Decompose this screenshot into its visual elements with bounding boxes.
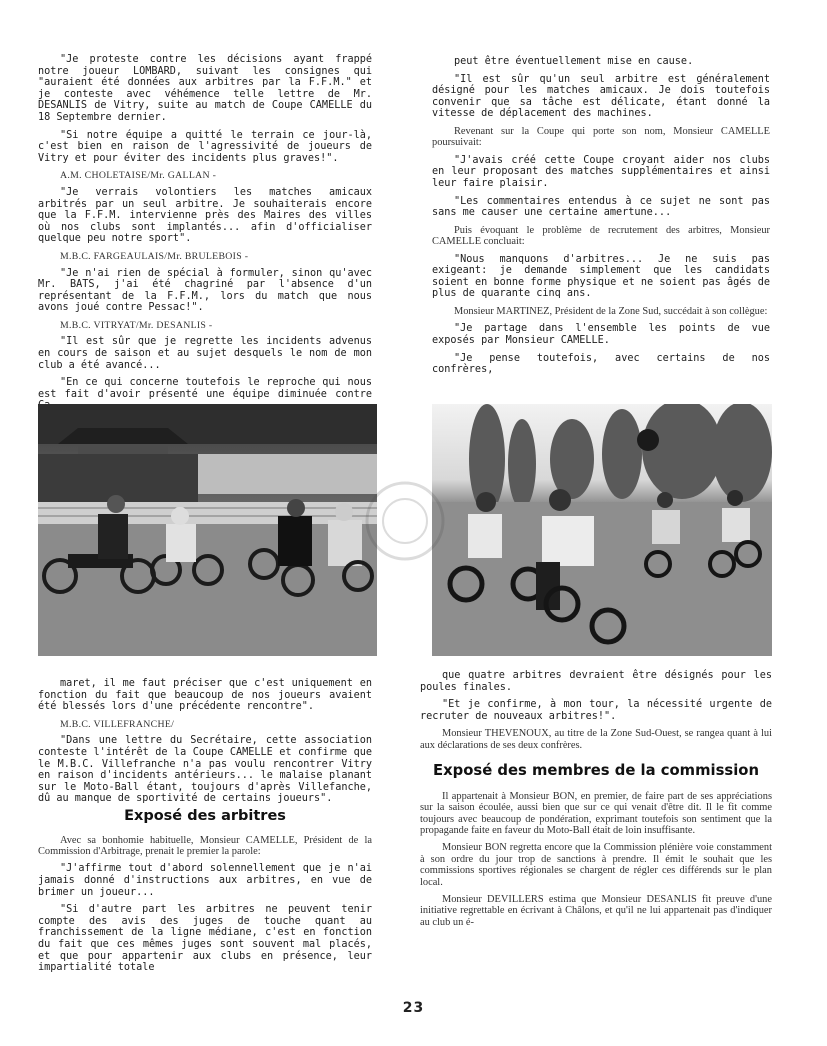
motoball-photo-right (432, 404, 772, 656)
narrative-paragraph: Revenant sur la Coupe qui porte son nom, Monsieur CAMELLE poursuivait: (432, 125, 770, 149)
club-name-label: M.B.C. FARGEAULAIS/Mr. BRULEBOIS - (60, 250, 249, 262)
quote-paragraph: "J'avais créé cette Coupe croyant aider nos clubs en leur proposant des matches supplémentaires et ainsi leur faire plaisir. (432, 154, 770, 189)
quote-paragraph: "J'affirme tout d'abord solennellement que je n'ai jamais donné d'instructions aux arbitres, en vue de brimer un joueur... (38, 863, 372, 898)
narrative-paragraph: Monsieur DEVILLERS estima que Monsieur DESANLIS fit preuve d'une initiative regrettable en écrivant à Châlons, et qu'il ne lui appartenait pas d'indiquer au club un é- (420, 894, 772, 928)
quote-paragraph: "Si notre équipe a quitté le terrain ce jour-là, c'est bien en raison de l'agressivité de joueurs de Vitry et pour éviter des incidents plus graves!". (38, 129, 372, 164)
quote-paragraph: "En ce qui concerne toutefois le reproche qui nous est fait d'avoir présenté une équipe diminuée contre (38, 377, 372, 400)
quote-paragraph: peut être éventuellement mise en cause. (454, 56, 694, 67)
quote-paragraph: "Et je confirme, à mon tour, la nécessité urgente de recruter de nouveaux arbitres!". (420, 699, 772, 722)
narrative-paragraph: Monsieur THEVENOUX, au titre de la Zone Sud-Ouest, se rangea quant à lui aux déclarations de ses deux confrères. (420, 728, 772, 751)
quote-paragraph: que quatre arbitres devraient être désignés pour les poules finales. (420, 670, 772, 693)
narrative-paragraph: Puis évoquant le problème de recrutement des arbitres, Monsieur CAMELLE concluait: (432, 224, 770, 248)
section-heading: Exposé des arbitres (124, 807, 286, 824)
club-name-label: A.M. CHOLETAISE/Mr. GALLAN - (60, 170, 217, 182)
quote-paragraph: "Je partage dans l'ensemble les points de vue exposés par Monsieur CAMELLE. (432, 323, 770, 346)
left-column-top (38, 54, 372, 418)
quote-paragraph: "Nous manquons d'arbitres... Je ne suis pas exigeant: je demande simplement que les candidats soient en bonne forme physique et ne soient pas âgés de plus de quarante cinq ans. (432, 253, 770, 300)
motoball-match-image (432, 404, 772, 656)
quote-paragraph: "Je verrais volontiers les matches amicaux arbitrés par un seul arbitre. Je souhaiterais encore que la F.F.M. intervienne près des Maires des villes où nos clubs sont implantés... afin d'officialiser quelque peu notre sport". (38, 186, 372, 245)
right-column-bottom (420, 670, 772, 934)
motoball-photo-left (38, 404, 377, 656)
quote-paragraph: "Il est sûr qu'un seul arbitre est généralement désigné pour les matches amicaux. Je dois toutefois convenir que sa tâche est délicate, étant donné la vitesse de déplacement des machines. (432, 73, 770, 120)
quote-paragraph: "Les commentaires entendus à ce sujet ne sont pas sans me causer une certaine amertune... (432, 195, 770, 219)
section-heading: Exposé des membres de la commission (433, 762, 759, 780)
faint-stamp-mark (360, 476, 450, 566)
narrative-paragraph: Monsieur BON regretta encore que la Commission plénière voie constamment à son ordre du jour trop de sanctions à prendre. Il émit le souhait que les commissions sportives régionales se chargent de régler ces différends sur le plan local. (420, 842, 772, 888)
club-name-label: M.B.C. VITRYAT/Mr. DESANLIS - (60, 319, 213, 331)
motoball-stadium-image (38, 404, 377, 656)
right-column-top (432, 56, 770, 382)
quote-paragraph: "Il est sûr que je regrette les incidents advenus en cours de saison et au sujet desquels le nom de mon club a été avancé... (38, 336, 372, 371)
left-column-bottom (38, 678, 372, 980)
quote-paragraph: "Je pense toutefois, avec certains de nos confrères, (432, 352, 770, 376)
narrative-paragraph: Il appartenait à Monsieur BON, en premier, de faire part de ses appréciations sur la saison écoulée, aussi bien que sur ce qui venait d'être dit. Il le fit comme toujours avec beaucoup de pondération, exprimant toutefois son sentiment que la propagande faite en faveur du Moto-Ball était de loin insuffisante. (420, 790, 772, 836)
narrative-paragraph: Monsieur MARTINEZ, Président de la Zone Sud, succédait à son collègue: (454, 305, 768, 317)
page-number: 23 (402, 1000, 425, 1016)
narrative-paragraph: Avec sa bonhomie habituelle, Monsieur CAMELLE, Président de la Commission d'Arbitrage, prenait le premier la parole: (38, 834, 372, 857)
club-name-label: M.B.C. VILLEFRANCHE/ (60, 718, 175, 730)
quote-paragraph: "Je proteste contre les décisions ayant frappé notre joueur LOMBARD, suivant les consignes qui "auraient été données aux arbitres par la F.F.M." et je conteste avec véhémence telle lettre de Mr. DESANLIS de Vitry, suite au match de Coupe CAMELLE du 18 Septembre dernier. (38, 54, 372, 123)
quote-paragraph: "Dans une lettre du Secrétaire, cette association conteste l'intérêt de la Coupe CAMELLE et confirme que le M.B.C. Villefranche n'a pas voulu rencontrer Vitry en raison d'incidents antérieurs... le malaise planant sur le Moto-Ball étant, toujours d'après Villefanche, dû au manque de sportivité de certains joueurs". (38, 735, 372, 805)
quote-paragraph: maret, il me faut préciser que c'est uniquement en fonction du fait que beaucoup de nos joueurs avaient été blessés lors d'une précédente rencontre". (38, 678, 372, 713)
quote-paragraph: "Si d'autre part les arbitres ne peuvent tenir compte des avis des juges de touche quant au franchissement de la ligne médiane, c'est en fonction du fait que ces mêmes juges sont souvent mal placés, et que pour appartenir aux clubs en présence, leur impartialité totale (38, 904, 372, 974)
quote-paragraph: "Je n'ai rien de spécial à formuler, sinon qu'avec Mr. BATS, j'ai été chagriné par l'absence d'un représentant de la F.F.M., lors du match que nous avons joué contre Pessac!". (38, 267, 372, 314)
